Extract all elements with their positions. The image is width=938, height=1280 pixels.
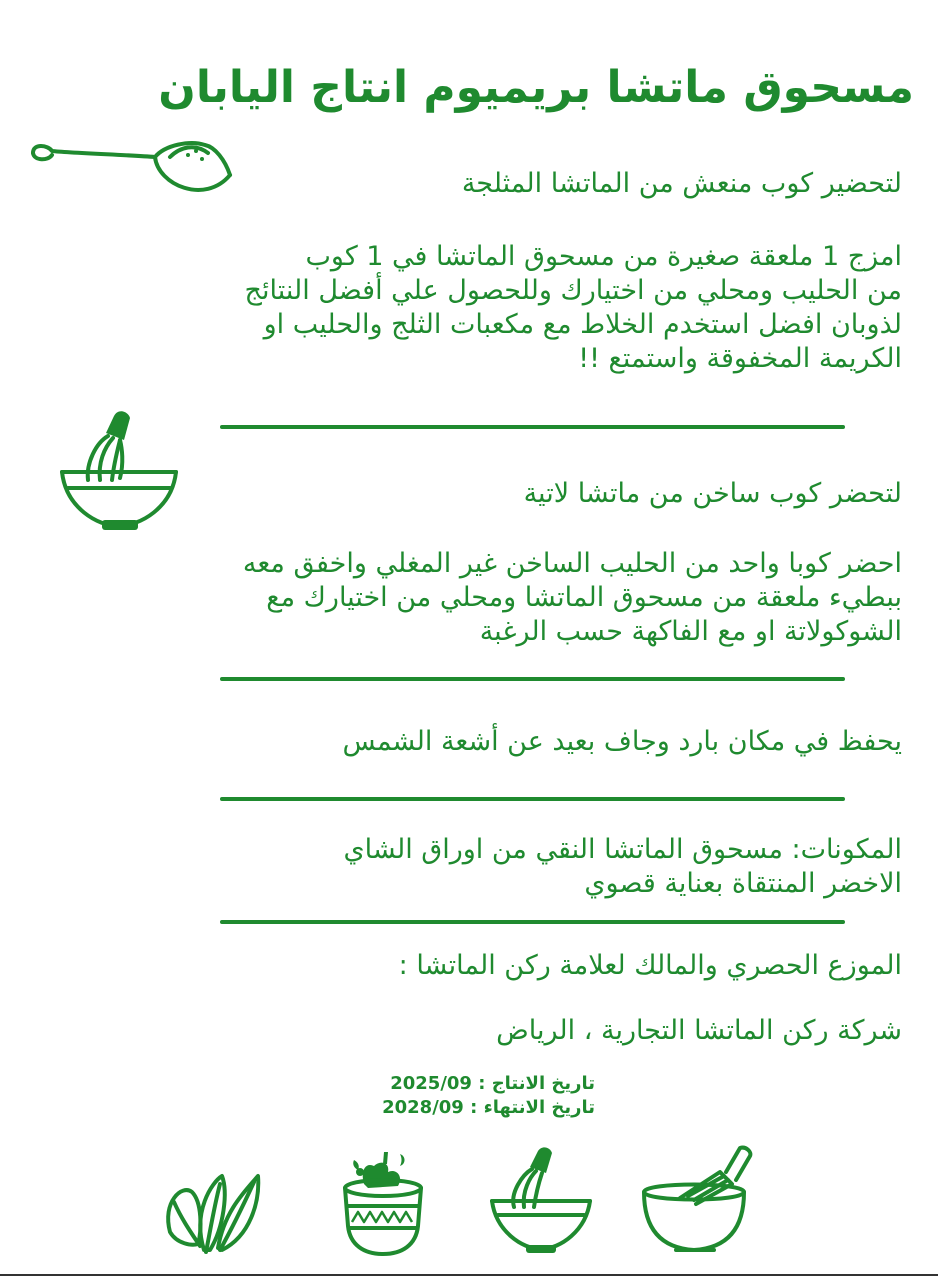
distributor-heading: الموزع الحصري والمالك لعلامة ركن الماتشا : [398,950,902,981]
latte-line-3: الشوكولاتة او مع الفاكهة حسب الرغبة [479,616,902,647]
latte-instructions [243,547,902,649]
latte-line-2: ببطيء ملعقة من مسحوق الماتشا ومحلي من اختيارك مع [266,582,902,613]
divider-1 [220,425,845,429]
mortar-pestle-icon [640,1142,756,1260]
storage-note: يحفظ في مكان بارد وجاف بعيد عن أشعة الشمس [342,726,902,757]
ingredients-line-2: الاخضر المنتقاة بعناية قصوي [584,868,902,899]
latte-heading: لتحضر كوب ساخن من ماتشا لاتية [523,478,902,509]
expiry-date-row [345,1096,595,1120]
bowl-whisk-icon [58,408,180,536]
dates-block [345,1072,595,1120]
pot-icon [340,1150,426,1258]
divider-4 [220,920,845,924]
divider-2 [220,677,845,681]
production-date-value: 2025/09 [390,1073,472,1094]
ingredients-line-1: المكونات: مسحوق الماتشا النقي من اوراق الشاي [343,834,902,865]
ingredients [344,833,902,901]
expiry-date-value: 2028/09 [382,1097,464,1118]
iced-line-4: الكريمة المخفوقة واستمتع !! [578,343,902,374]
divider-3 [220,797,845,801]
latte-line-1: احضر كوبا واحد من الحليب الساخن غير المغلي واخفق معه [242,548,902,579]
distributor-company: شركة ركن الماتشا التجارية ، الرياض [496,1015,902,1046]
iced-line-3: لذوبان افضل استخدم الخلاط مع مكعبات الثلج والحليب او [263,309,902,340]
iced-instructions [245,240,902,376]
bottom-border [0,1274,938,1276]
spoon-icon [30,135,235,205]
expiry-date-label: تاريخ الانتهاء : [470,1097,595,1118]
page-title: مسحوق ماتشا بريميوم انتاج اليابان [158,62,914,113]
iced-line-2: من الحليب ومحلي من اختيارك وللحصول علي أفضل النتائج [244,275,902,306]
iced-line-1: امزج 1 ملعقة صغيرة من مسحوق الماتشا في 1 كوب [305,241,902,272]
production-date-row [345,1072,595,1096]
iced-heading: لتحضير كوب منعش من الماتشا المثلجة [461,168,902,199]
production-date-label: تاريخ الانتاج : [478,1073,595,1094]
leaves-icon [162,1172,262,1254]
whisk-bowl-icon [488,1145,594,1257]
